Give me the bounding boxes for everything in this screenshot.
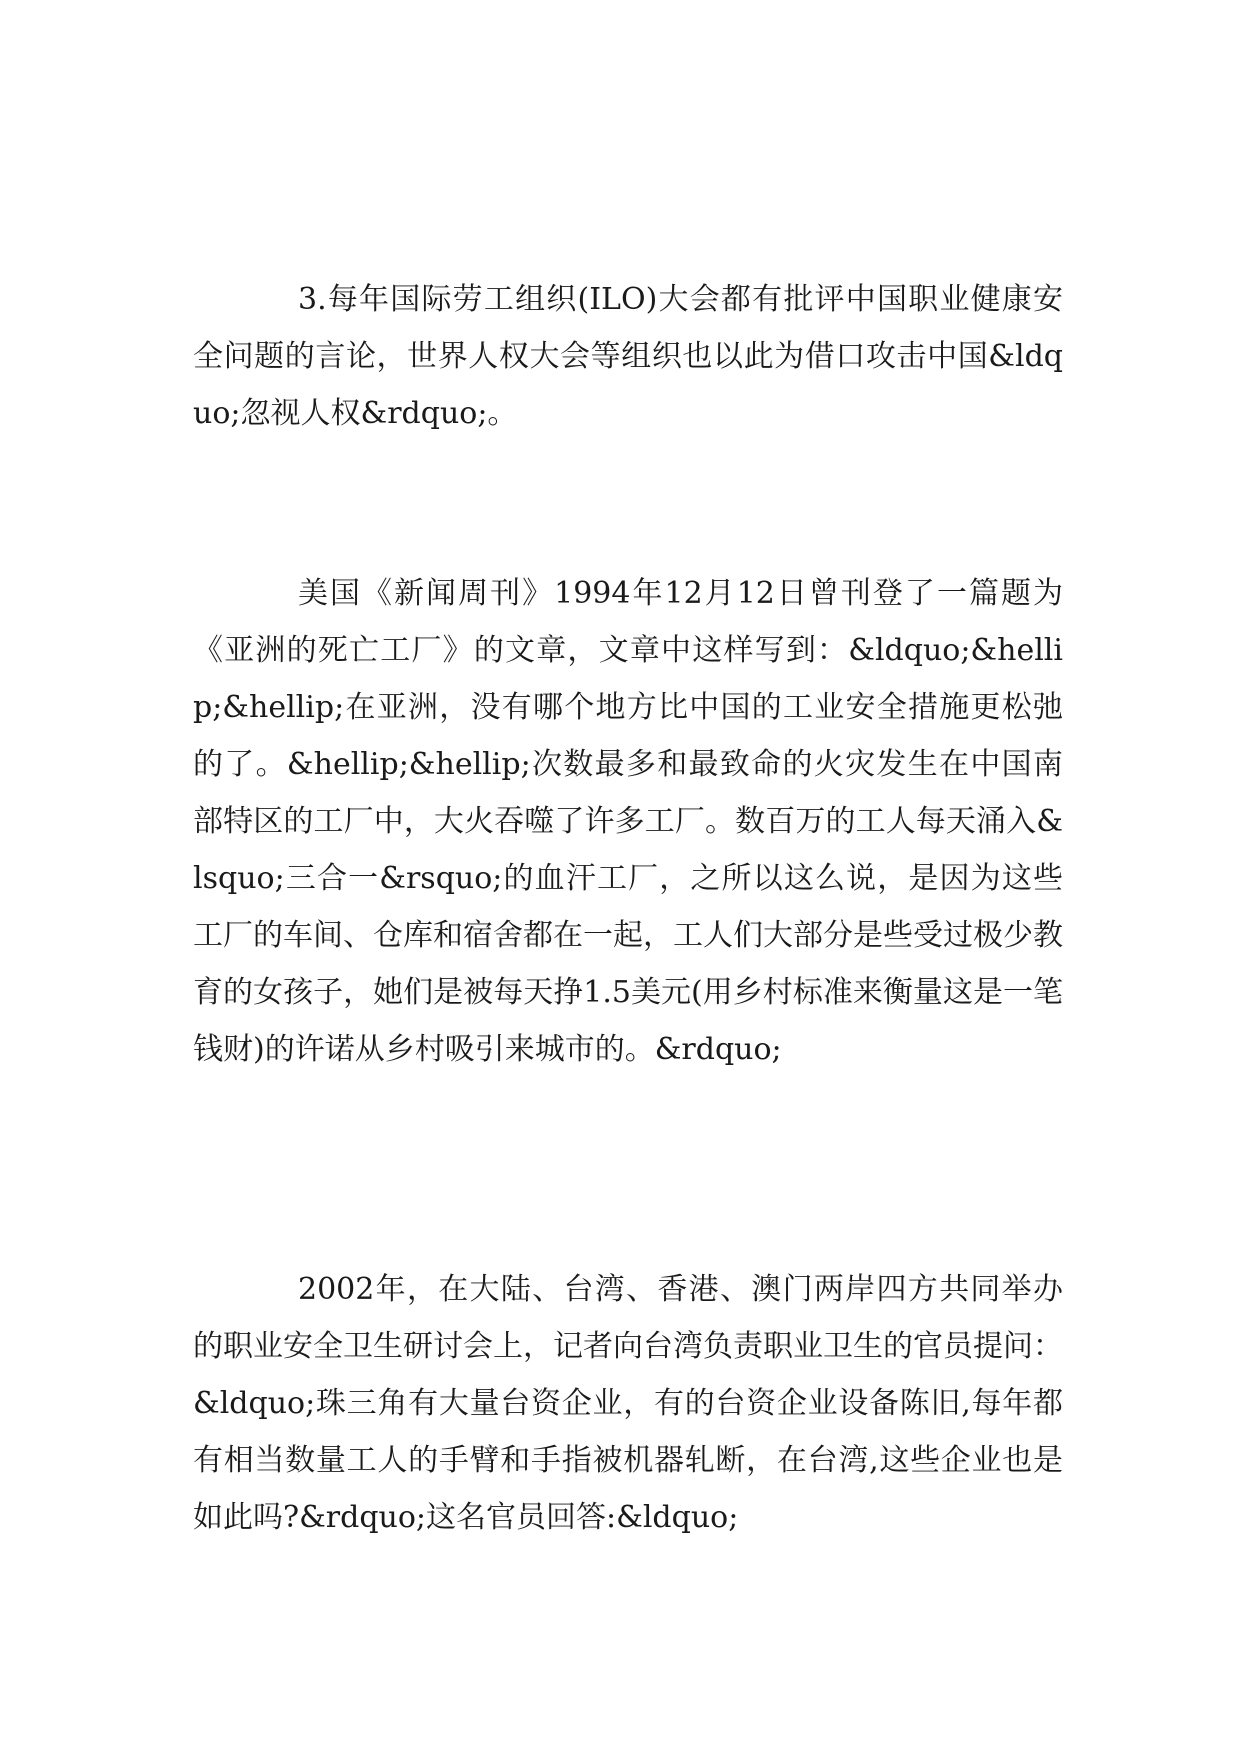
paragraph-newsweek-article: 美国《新闻周刊》1994年12月12日曾刊登了一篇题为《亚洲的死亡工厂》的文章，文章中这样写到：&ldquo;&hellip;&hellip;在亚洲，没有哪个地方比中国的工业安全措施更松弛的了。&hellip;&hellip;次数最多和最致命的火灾发生在中国南部特区的工厂中，大火吞噬了许多工厂。数百万的工人每天涌入&lsquo;三合一&rsquo;的血汗工厂，之所以这么说，是因为这些工厂的车间、仓库和宿舍都在一起，工人们大部分是些受过极少教育的女孩子，她们是被每天挣1.5美元(用乡村标准来衡量这是一笔钱财)的许诺从乡村吸引来城市的。&rdquo; bbox=[193, 576, 1063, 1067]
paragraph-2002-seminar: 2002年，在大陆、台湾、香港、澳门两岸四方共同举办的职业安全卫生研讨会上，记者向台湾负责职业卫生的官员提问：&ldquo;珠三角有大量台资企业，有的台资企业设备陈旧,每年都有相当数量工人的手臂和手指被机器轧断，在台湾,这些企业也是如此吗?&rdquo;这名官员回答:&ldquo; bbox=[193, 1272, 1063, 1535]
paragraph-ilo-criticism: 3.每年国际劳工组织(ILO)大会都有批评中国职业健康安全问题的言论，世界人权大会等组织也以此为借口攻击中国&ldquo;忽视人权&rdquo;。 bbox=[193, 282, 1063, 431]
